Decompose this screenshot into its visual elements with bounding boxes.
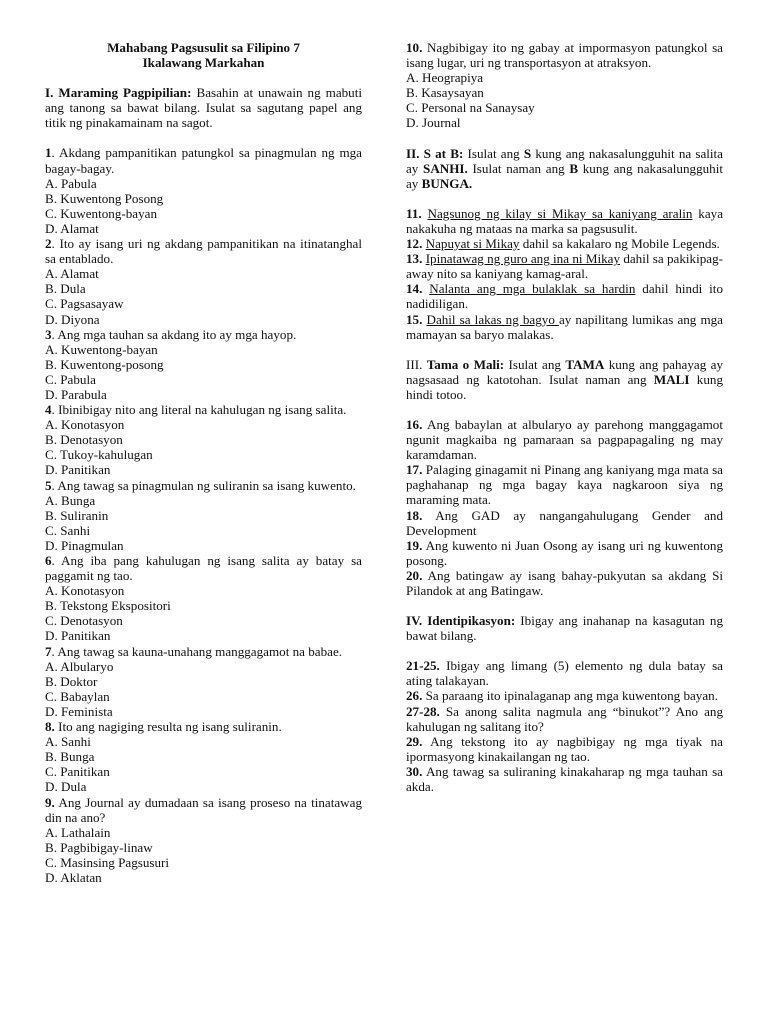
underlined-phrase: Ipinatawag ng guro ang ina ni Mikay <box>425 251 621 267</box>
section-4-instructions: IV. Identipikasyon: Ibigay ang inahanap na kasagutan ng bawat bilang. <box>406 613 723 644</box>
question-item <box>45 327 362 342</box>
answer-option: D. Parabula <box>45 386 107 402</box>
question-number: 8. <box>45 719 55 735</box>
answer-option: C. Panitikan <box>45 764 110 780</box>
answer-option: B. Kuwentong-posong <box>45 356 164 372</box>
question-text: ay napilitang lumikas ang mga mamayan sa baryo malakas. <box>406 311 723 342</box>
question-number: 10. <box>406 40 423 55</box>
underlined-phrase: Dahil sa lakas ng bagyo <box>426 311 559 327</box>
question-number: 9. <box>45 794 55 810</box>
sb-item <box>406 251 723 281</box>
section-2-instructions: II. S at B: Isulat ang S kung ang nakasalungguhit na salita ay SANHI. Isulat naman ang B kung ang nakasalungguhit ay BUNGA. <box>406 145 723 191</box>
question-number: 30. <box>406 763 423 779</box>
question-number: 7 <box>45 643 52 659</box>
section-4-label: IV. Identipikasyon: <box>406 613 516 629</box>
question-number: 20. <box>406 567 423 583</box>
question-text: Ang tawag sa suliraning kinakaharap ng mga tauhan sa akda. <box>406 763 723 795</box>
question-text: Sa anong salita nagmula ang “binukot”? Ano ang kahulugan ng salitang ito? <box>406 703 723 734</box>
question-text: . Ito ay isang uri ng akdang pampanitikan na itinatanghal sa entablado. <box>45 236 362 267</box>
answer-option: A. Sanhi <box>45 734 91 750</box>
question-number: 2 <box>45 236 52 252</box>
answer-option: D. Alamat <box>45 220 99 236</box>
answer-option: A. Kuwentong-bayan <box>45 341 158 357</box>
answer-option: D. Diyona <box>45 311 100 327</box>
question-item <box>406 40 723 70</box>
answer-option: D. Pinagmulan <box>45 537 124 553</box>
question-number: 14. <box>406 281 423 297</box>
question-text: . Ang iba pang kahulugan ng isang salita ay batay sa paggamit ng tao. <box>45 553 362 584</box>
id-item <box>406 734 723 764</box>
mcq-list-right <box>406 40 723 131</box>
exam-subtitle: Ikalawang Markahan <box>142 55 265 71</box>
answer-option: B. Doktor <box>45 673 98 689</box>
answer-option: C. Denotasyon <box>45 613 123 629</box>
question-text: Ang batingaw ay isang bahay-pukyutan sa akdang Si Pilandok at ang Batingaw. <box>406 567 723 598</box>
exam-title: Mahabang Pagsusulit sa Filipino 7 <box>107 40 300 55</box>
question-number: 15. <box>406 311 423 327</box>
question-text: dahil hindi ito nadidiligan. <box>406 281 723 312</box>
answer-option: B. Kuwentong Posong <box>45 190 164 206</box>
sb-item <box>406 281 723 311</box>
identipikasyon-list <box>406 658 723 794</box>
question-item <box>45 795 362 825</box>
tf-item <box>406 462 723 507</box>
answer-option: C. Personal na Sanaysay <box>406 100 535 116</box>
answer-option: B. Tekstong Ekspositori <box>45 598 171 614</box>
underlined-phrase: Nalanta ang mga bulaklak sa hardin <box>429 281 636 297</box>
question-text: dahil sa kakalaro ng Mobile Legends. <box>519 236 720 252</box>
answer-option: D. Dula <box>45 779 87 795</box>
question-number: 21-25. <box>406 658 440 674</box>
answer-option: B. Dula <box>45 281 86 297</box>
underlined-phrase: Nagsunog ng kilay si Mikay sa kaniyang aralin <box>427 205 693 221</box>
question-text: Ibigay ang limang (5) elemento ng dula batay sa ating talakayan. <box>406 658 723 689</box>
question-text: Ang babaylan at albularyo ay parehong manggagamot ngunit magkaiba ng pamaraan sa pagpapagaling ng may karamdaman. <box>406 416 723 463</box>
answer-option: D. Feminista <box>45 703 113 719</box>
answer-option: B. Pagbibigay-linaw <box>45 839 153 855</box>
tf-item <box>406 568 723 598</box>
section-1-instructions: I. Maraming Pagpipilian: Basahin at unawain ng mabuti ang tanong sa bawat bilang. Isulat sa sagutang papel ang titik ng pinakamainam na sagot. <box>45 85 362 131</box>
question-text: kaya nakakuha ng mataas na marka sa pagsusulit. <box>406 205 723 236</box>
tama-mali-list <box>406 417 723 598</box>
question-text: Ang Journal ay dumadaan sa isang proseso na tinatawag din na ano? <box>45 794 362 825</box>
right-column <box>406 40 723 794</box>
question-number: 29. <box>406 733 423 749</box>
question-text: Ang tekstong ito ay nagbibigay ng mga tiyak na ipormasyong kinakailangan ng tao. <box>406 733 723 764</box>
id-item <box>406 688 723 703</box>
section-3-label: Tama o Mali: <box>426 356 505 372</box>
tf-item <box>406 508 723 538</box>
answer-option: C. Babaylan <box>45 688 110 704</box>
question-number: 3 <box>45 326 52 342</box>
answer-option: C. Masinsing Pagsusuri <box>45 854 170 870</box>
question-number: 17. <box>406 462 423 478</box>
left-column <box>45 40 362 885</box>
mcq-list-left <box>45 145 362 885</box>
answer-option: D. Panitikan <box>45 628 111 644</box>
question-text: . Akdang pampanitikan patungkol sa pinagmulan ng mga bagay-bagay. <box>45 145 362 176</box>
answer-option: B. Suliranin <box>45 507 109 523</box>
section-2-label: II. S at B: <box>406 145 464 161</box>
question-item <box>45 145 362 175</box>
answer-option: D. Aklatan <box>45 869 102 885</box>
sb-item <box>406 206 723 236</box>
answer-option: C. Tukoy-kahulugan <box>45 447 153 463</box>
question-text: Ang GAD ay nangangahulugang Gender and Development <box>406 507 723 538</box>
question-number: 27-28. <box>406 703 440 719</box>
question-text: Ang kuwento ni Juan Osong ay isang uri ng kuwentong posong. <box>406 537 723 568</box>
question-number: 16. <box>406 416 423 432</box>
question-text: Palaging ginagamit ni Pinang ang kaniyang mga mata sa paghahanap ng mga bagay kaya nagkaroon siya ng maraming mata. <box>406 462 723 508</box>
question-number: 4 <box>45 402 52 418</box>
question-text: . Ang mga tauhan sa akdang ito ay mga hayop. <box>51 326 297 342</box>
sb-item <box>406 312 723 342</box>
answer-option: A. Albularyo <box>45 658 114 674</box>
question-text: dahil sa pakikipag-away nito sa kaniyang kamag-aral. <box>406 251 723 282</box>
answer-option: C. Pagsasayaw <box>45 296 124 312</box>
answer-option: A. Konotasyon <box>45 417 125 433</box>
tf-item <box>406 417 723 462</box>
question-text: Sa paraang ito ipinalaganap ang mga kuwentong bayan. <box>422 688 718 704</box>
id-item <box>406 764 723 794</box>
question-item <box>45 553 362 583</box>
question-text: . Ang tawag sa pinagmulan ng suliranin sa isang kuwento. <box>51 477 356 493</box>
question-item <box>45 236 362 266</box>
question-item <box>45 644 362 659</box>
question-number: 26. <box>406 688 423 704</box>
answer-option: A. Konotasyon <box>45 583 125 599</box>
underlined-phrase: Napuyat si Mikay <box>425 236 520 252</box>
sb-item <box>406 236 723 251</box>
question-text: . Ibinibigay nito ang literal na kahulugan ng isang salita. <box>51 402 347 418</box>
answer-option: C. Sanhi <box>45 522 91 538</box>
section-3-instructions: III. Tama o Mali: Isulat ang TAMA kung ang pahayag ay nagsasaad ng katotohan. Isulat naman ang MALI kung hindi totoo. <box>406 356 723 402</box>
question-text: . Ang tawag sa kauna-unahang manggagamot na babae. <box>51 643 343 659</box>
answer-option: D. Journal <box>406 115 461 131</box>
question-text: Nagbibigay ito ng gabay at impormasyon patungkol sa isang lugar, uri ng transportasyon at atraksyon. <box>406 40 723 71</box>
question-number: 12. <box>406 236 423 252</box>
question-number: 5 <box>45 477 52 493</box>
answer-option: A. Pabula <box>45 175 97 191</box>
question-number: 11. <box>406 205 422 221</box>
question-number: 6 <box>45 553 52 568</box>
answer-option: B. Bunga <box>45 749 95 765</box>
answer-option: A. Lathalain <box>45 824 111 840</box>
section-1-label: I. Maraming Pagpipilian: <box>45 85 192 101</box>
answer-option: A. Bunga <box>45 492 96 508</box>
question-number: 13. <box>406 251 423 267</box>
id-item <box>406 704 723 734</box>
answer-option: A. Heograpiya <box>406 70 484 86</box>
answer-option: C. Kuwentong-bayan <box>45 205 158 221</box>
answer-option: D. Panitikan <box>45 462 111 478</box>
answer-option: A. Alamat <box>45 266 99 282</box>
answer-option: B. Kasaysayan <box>406 85 484 101</box>
answer-option: C. Pabula <box>45 371 96 387</box>
sanhi-bunga-list <box>406 206 723 342</box>
question-item <box>45 478 362 493</box>
question-item <box>45 719 362 734</box>
question-text: Ito ang nagiging resulta ng isang suliranin. <box>54 719 282 735</box>
id-item <box>406 658 723 688</box>
answer-option: B. Denotasyon <box>45 432 123 448</box>
question-item <box>45 402 362 417</box>
tf-item <box>406 538 723 568</box>
question-number: 19. <box>406 537 423 553</box>
question-number: 18. <box>406 507 423 523</box>
question-number: 1 <box>45 145 52 161</box>
